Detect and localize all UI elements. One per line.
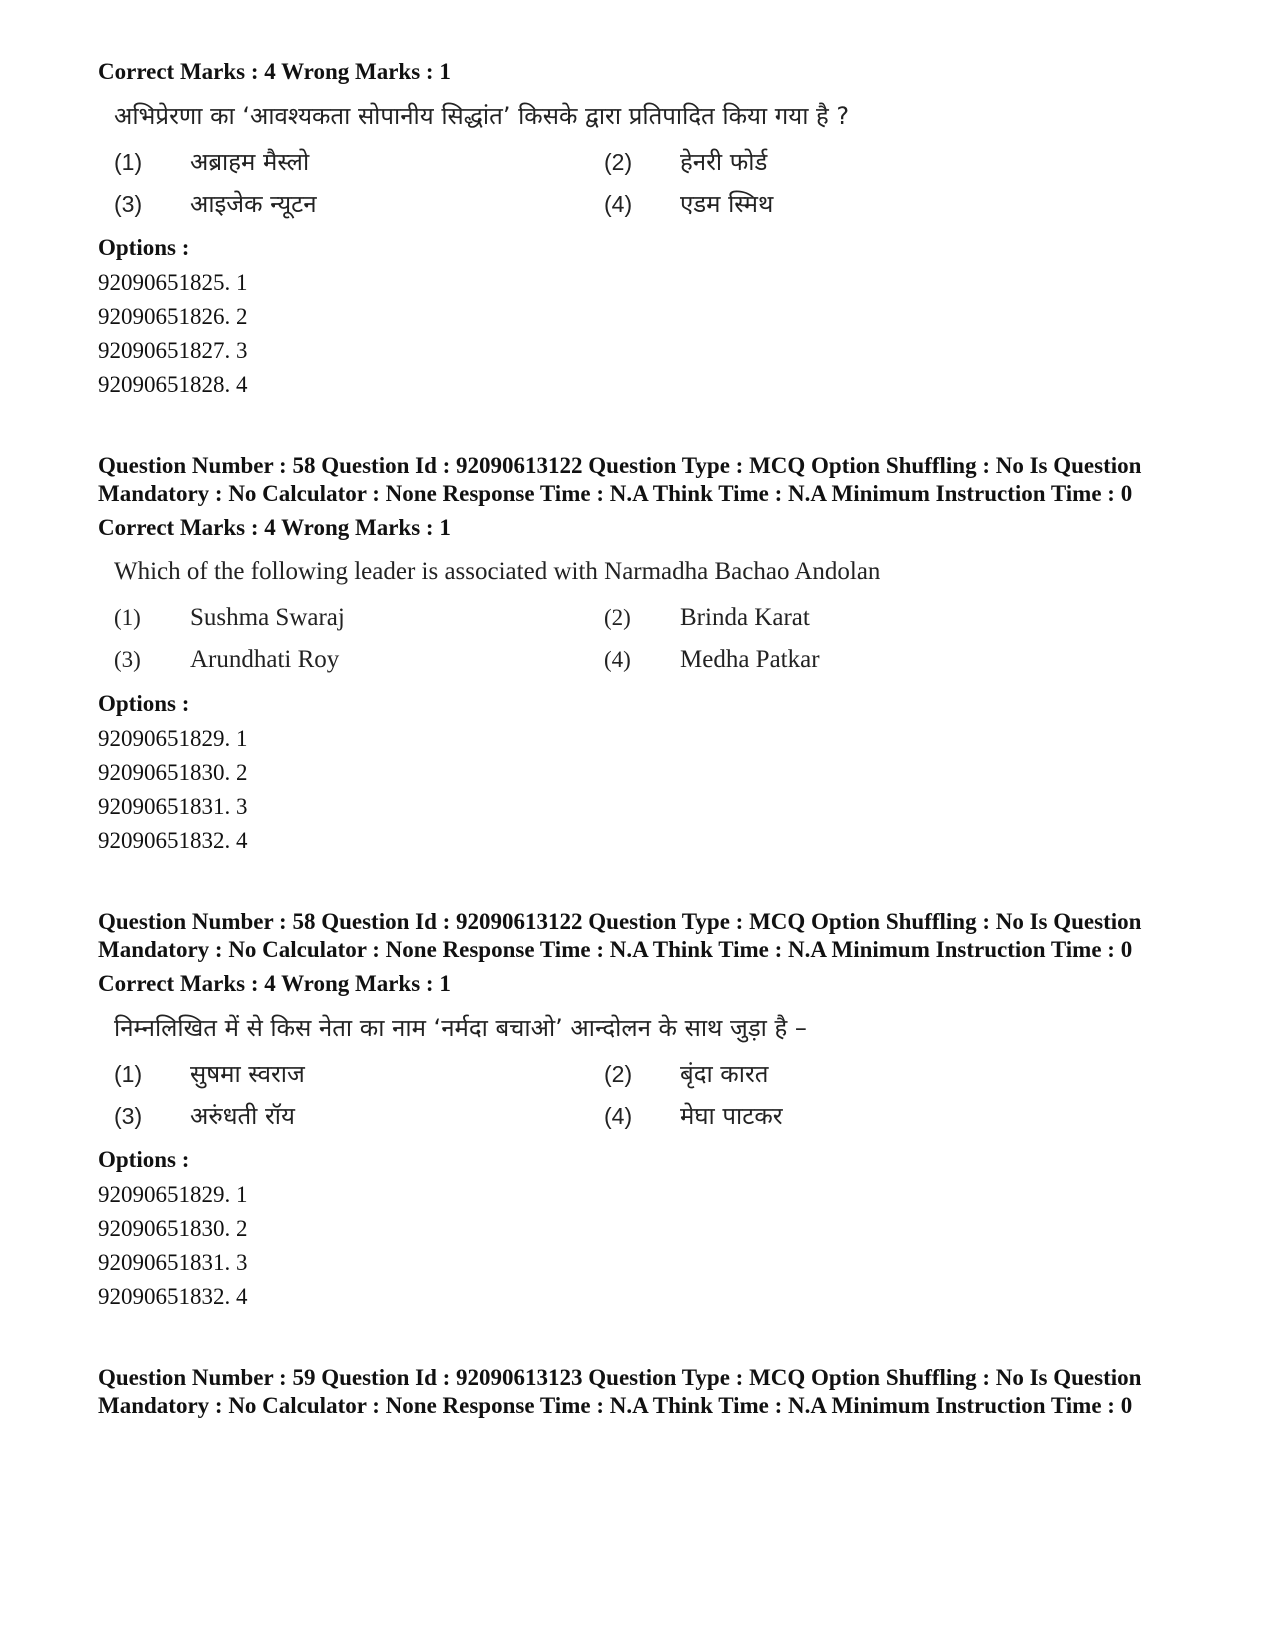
choice-number: (2): [604, 149, 633, 175]
question-meta: Question Number : 59 Question Id : 92090613123 Question Type : MCQ Option Shuffling : No Is Question Mandatory : No Calculator : None Response Time : N.A Think Time : N.A Minimum Instruction Time : 0: [98, 1365, 1142, 1418]
question-block-57: [98, 58, 1178, 402]
choice-number: (3): [114, 191, 143, 217]
choice-grid: [114, 600, 1178, 678]
marks-line: Correct Marks : 4 Wrong Marks : 1: [98, 971, 451, 996]
choice-3: [114, 642, 604, 678]
choice-3: [114, 186, 604, 222]
question-text: अभिप्रेरणा का ‘आवश्यकता सोपानीय सिद्धांत’ किसके द्वारा प्रतिपादित किया गया है ?: [114, 102, 850, 130]
choice-number: (3): [114, 647, 141, 672]
choice-text: आइजेक न्यूटन: [190, 190, 317, 218]
choice-text: मेघा पाटकर: [680, 1102, 783, 1130]
options-heading: Options :: [98, 235, 190, 260]
choice-number: (4): [604, 191, 633, 217]
choice-2: [604, 600, 1094, 636]
choice-text: Brinda Karat: [680, 604, 810, 631]
choice-number: (4): [604, 647, 631, 672]
question-block-59: [98, 1364, 1178, 1420]
option-id-line: 92090651826. 2: [98, 304, 248, 329]
choice-number: (1): [114, 149, 143, 175]
options-heading: Options :: [98, 691, 190, 716]
option-id-line: 92090651827. 3: [98, 338, 248, 363]
question-meta: Question Number : 58 Question Id : 92090613122 Question Type : MCQ Option Shuffling : No Is Question Mandatory : No Calculator : None Response Time : N.A Think Time : N.A Minimum Instruction Time : 0: [98, 453, 1142, 506]
choice-grid: [114, 1056, 1178, 1134]
option-id-line: 92090651829. 1: [98, 726, 248, 751]
choice-1: [114, 600, 604, 636]
choice-text: अब्राहम मैस्लो: [190, 148, 310, 176]
option-id-line: 92090651830. 2: [98, 760, 248, 785]
choice-2: [604, 144, 1094, 180]
option-id-line: 92090651832. 4: [98, 828, 248, 853]
option-id-line: 92090651831. 3: [98, 1250, 248, 1275]
choice-text: Medha Patkar: [680, 646, 820, 673]
choice-2: [604, 1056, 1094, 1092]
choice-number: (2): [604, 605, 631, 630]
option-id-line: 92090651829. 1: [98, 1182, 248, 1207]
choice-4: [604, 642, 1094, 678]
choice-number: (3): [114, 1103, 143, 1129]
question-text: निम्नलिखित में से किस नेता का नाम ‘नर्मदा बचाओ’ आन्दोलन के साथ जुड़ा है –: [114, 1014, 807, 1042]
document-page: [98, 58, 1178, 1420]
question-block-58-en: [98, 452, 1178, 858]
choice-1: [114, 144, 604, 180]
choice-text: बृंदा कारत: [680, 1060, 769, 1088]
choice-3: [114, 1098, 604, 1134]
choice-4: [604, 1098, 1094, 1134]
option-id-line: 92090651825. 1: [98, 270, 248, 295]
option-id-line: 92090651830. 2: [98, 1216, 248, 1241]
choice-number: (2): [604, 1061, 633, 1087]
choice-number: (4): [604, 1103, 633, 1129]
choice-grid: [114, 144, 1178, 222]
option-id-line: 92090651828. 4: [98, 372, 248, 397]
choice-number: (1): [114, 605, 141, 630]
options-heading: Options :: [98, 1147, 190, 1172]
choice-1: [114, 1056, 604, 1092]
option-id-line: 92090651832. 4: [98, 1284, 248, 1309]
option-id-line: 92090651831. 3: [98, 794, 248, 819]
marks-line: Correct Marks : 4 Wrong Marks : 1: [98, 59, 451, 84]
choice-text: अरुंधती रॉय: [190, 1102, 295, 1130]
choice-text: सुषमा स्वराज: [190, 1060, 305, 1088]
marks-line: Correct Marks : 4 Wrong Marks : 1: [98, 515, 451, 540]
choice-4: [604, 186, 1094, 222]
choice-text: हेनरी फोर्ड: [680, 148, 768, 176]
choice-text: एडम स्मिथ: [680, 190, 774, 218]
question-meta: Question Number : 58 Question Id : 92090613122 Question Type : MCQ Option Shuffling : No Is Question Mandatory : No Calculator : None Response Time : N.A Think Time : N.A Minimum Instruction Time : 0: [98, 909, 1142, 962]
choice-text: Arundhati Roy: [190, 646, 340, 673]
question-text: Which of the following leader is associated with Narmadha Bachao Andolan: [114, 558, 881, 585]
choice-number: (1): [114, 1061, 143, 1087]
choice-text: Sushma Swaraj: [190, 604, 345, 631]
question-block-58-hi: [98, 908, 1178, 1314]
